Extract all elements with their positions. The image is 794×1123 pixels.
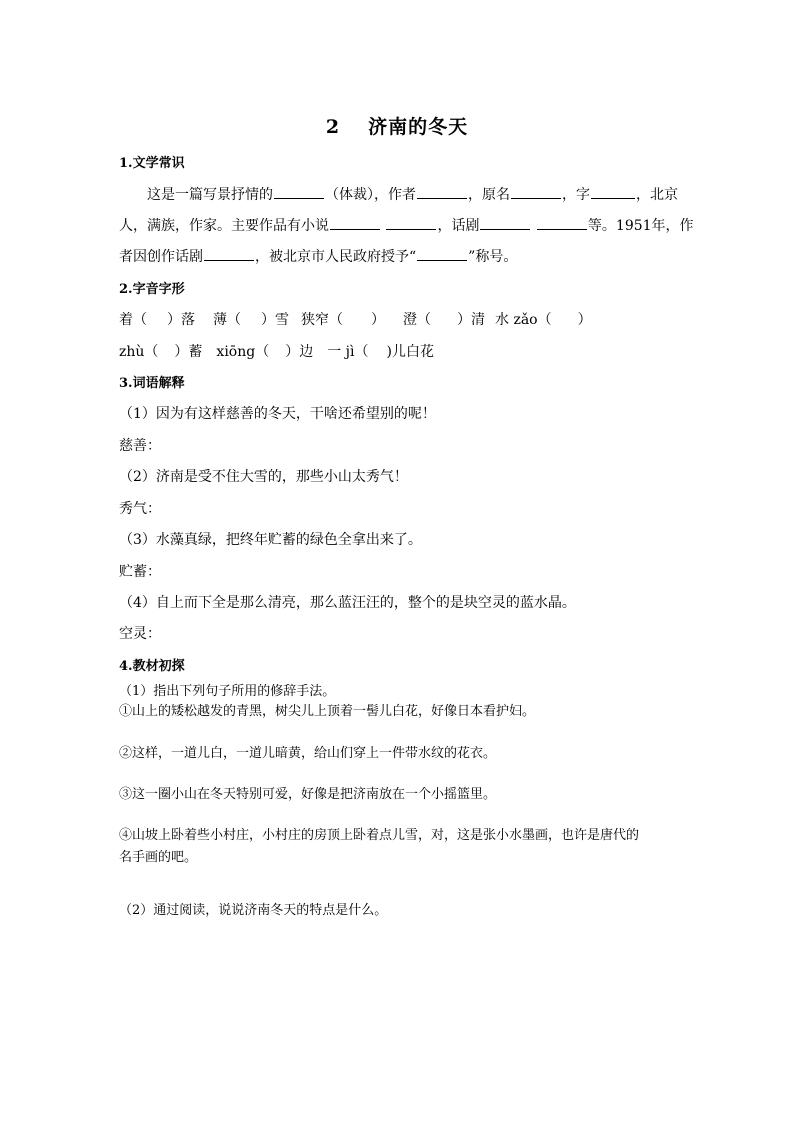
textbook-question-2: （2）通过阅读，说说济南冬天的特点是什么。	[119, 903, 388, 918]
section-heading-textbook: 4.教材初探	[119, 659, 185, 674]
page-title	[0, 112, 794, 139]
textbook-question-1: （1）指出下列句子所用的修辞手法。	[119, 684, 336, 699]
blank[interactable]	[330, 215, 380, 230]
blank[interactable]	[386, 215, 436, 230]
blank[interactable]	[480, 215, 530, 230]
section-heading-vocabulary: 3.词语解释	[119, 376, 185, 391]
characters-row-2: zhù（ ）蓄 xiōng（ ）边 一 jì（ )儿白花	[119, 344, 434, 360]
vocab-answer-3: 贮蓄：	[119, 564, 161, 580]
literature-line-3: 者因创作话剧 ，被北京市人民政府授予“ ”称号。	[119, 246, 679, 266]
literature-line-2: 人，满族，作家。主要作品有小说 ，话剧 等。1951年，作	[119, 215, 679, 235]
vocab-question-2: （2）济南是受不住大雪的，那些小山太秀气！	[119, 469, 408, 485]
section-heading-literature: 1.文学常识	[119, 156, 185, 171]
literature-line-1: 这是一篇写景抒情的 （体裁），作者 ，原名 ，字 ，北京	[119, 184, 679, 204]
textbook-item-1: ①山上的矮松越发的青黑，树尖儿上顶着一髻儿白花，好像日本看护妇。	[119, 704, 536, 719]
vocab-answer-1: 慈善：	[119, 438, 161, 454]
blank[interactable]	[417, 184, 467, 199]
textbook-item-2: ②这样，一道儿白，一道儿暗黄，给山们穿上一件带水纹的花衣。	[119, 746, 497, 761]
textbook-item-3: ③这一圈小山在冬天特别可爱，好像是把济南放在一个小摇篮里。	[119, 787, 497, 802]
vocab-question-4: （4）自上而下全是那么清亮，那么蓝汪汪的，整个的是块空灵的蓝水晶。	[119, 595, 576, 611]
section-heading-characters: 2.字音字形	[119, 282, 185, 297]
characters-row-1: 着（ ）落 薄（ ）雪 狭窄（ ） 澄（ ）清 水 zǎo（ ）	[119, 312, 592, 328]
blank[interactable]	[417, 246, 467, 261]
vocab-answer-4: 空灵：	[119, 626, 161, 642]
vocab-question-3: （3）水藻真绿，把终年贮蓄的绿色全拿出来了。	[119, 532, 422, 548]
lesson-number: 2	[325, 116, 341, 138]
blank[interactable]	[511, 184, 561, 199]
textbook-item-4-cont: 名手画的吧。	[119, 850, 198, 865]
textbook-item-4: ④山坡上卧着些小村庄，小村庄的房顶上卧着点儿雪，对，这是张小水墨画，也许是唐代的	[119, 828, 640, 843]
lesson-title: 济南的冬天	[368, 116, 469, 138]
blank[interactable]	[537, 215, 587, 230]
vocab-answer-2: 秀气：	[119, 501, 161, 517]
blank[interactable]	[274, 184, 324, 199]
blank[interactable]	[204, 246, 254, 261]
blank[interactable]	[591, 184, 635, 199]
vocab-question-1: （1）因为有这样慈善的冬天，干啥还希望别的呢！	[119, 406, 436, 422]
